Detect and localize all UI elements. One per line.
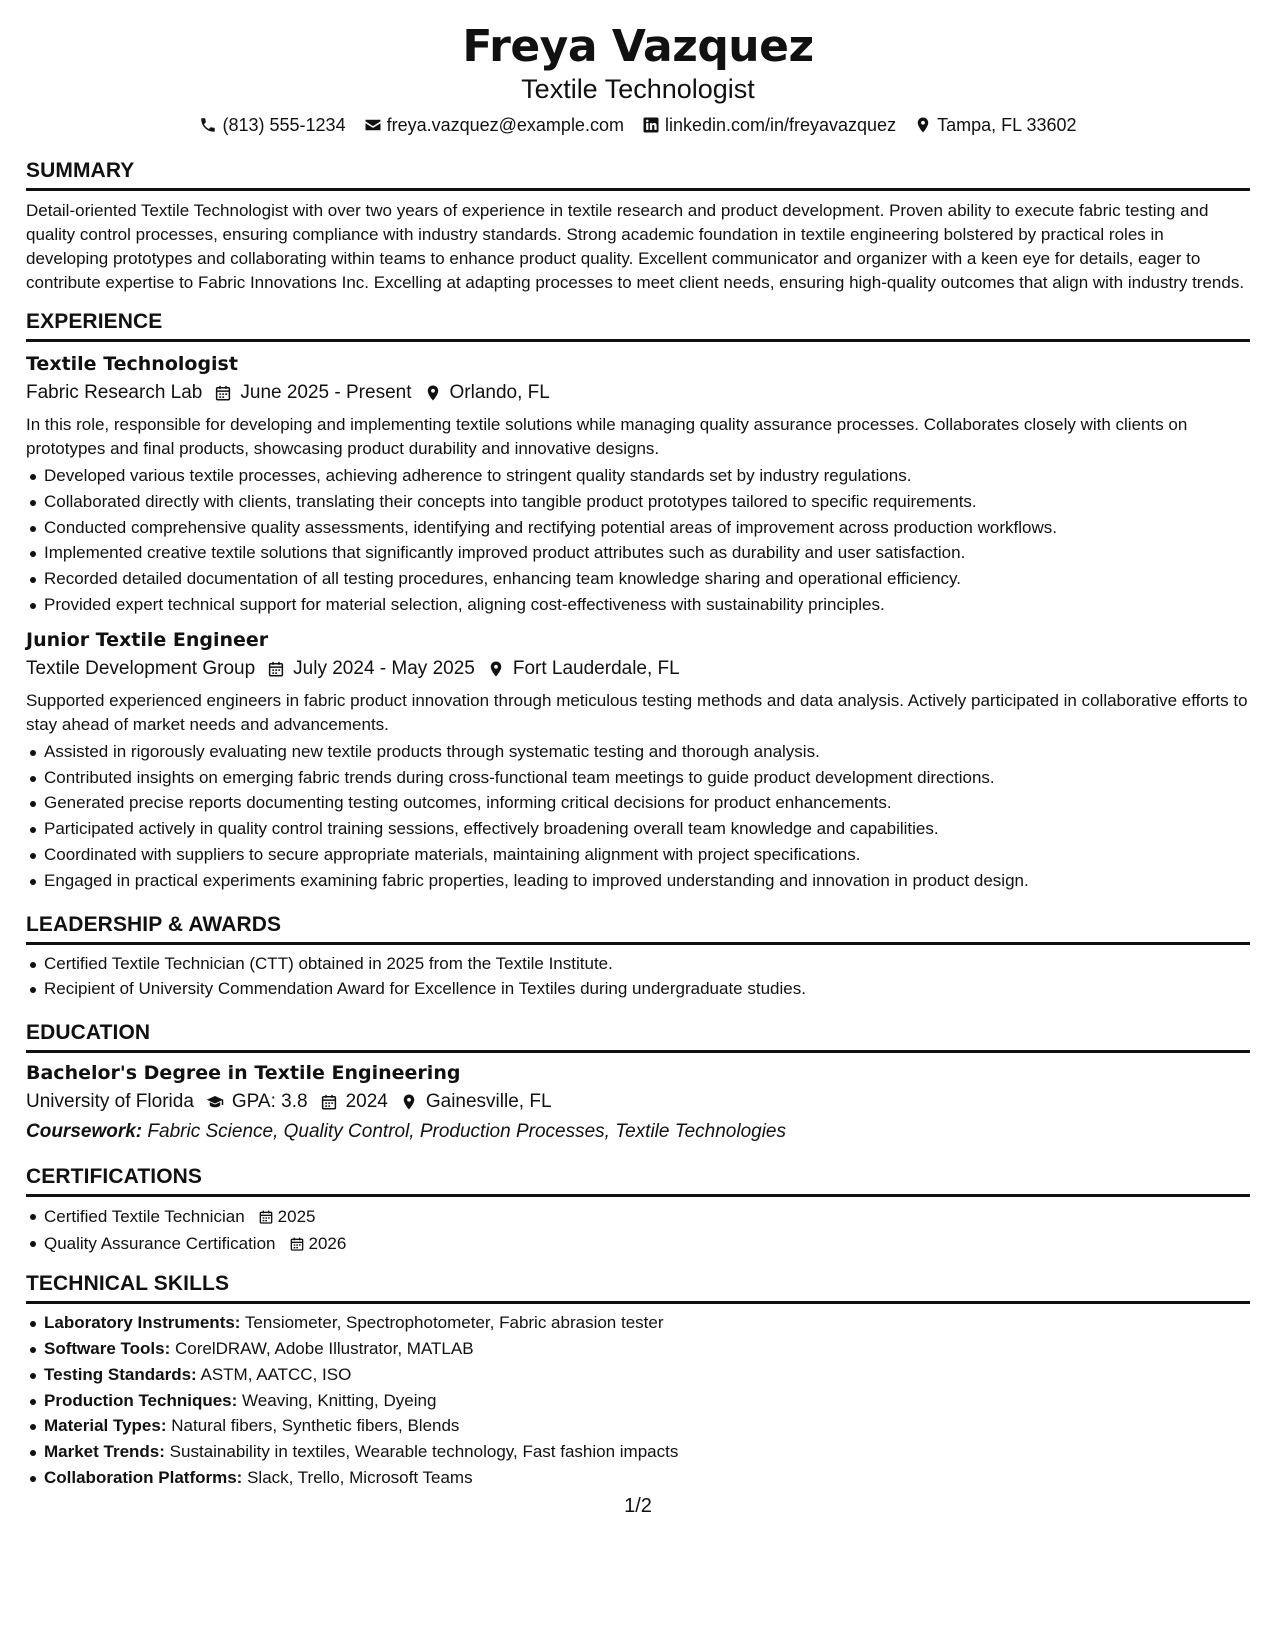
contact-location <box>914 113 1076 137</box>
resume-header <box>26 0 1250 137</box>
section-title-education: EDUCATION <box>26 1020 1250 1053</box>
list-item <box>26 1203 1250 1230</box>
skills-list <box>26 1310 1250 1491</box>
coursework-label: Coursework: <box>26 1121 143 1143</box>
calendar-icon <box>214 384 232 402</box>
skill-label: Testing Standards: <box>44 1364 197 1384</box>
contact-linkedin[interactable] <box>642 113 896 137</box>
calendar-icon <box>288 1235 306 1253</box>
certifications-section <box>26 1164 1250 1257</box>
list-item <box>26 1413 1250 1439</box>
list-item <box>26 1388 1250 1414</box>
skill-value: Weaving, Knitting, Dyeing <box>242 1390 437 1410</box>
skill-value: Sustainability in textiles, Wearable technology, Fast fashion impacts <box>169 1442 679 1462</box>
summary-text: Detail-oriented Textile Technologist with over two years of experience in textile research and product development. Proven ability to execute fabric testing and quality control processes, ensuring compliance with industry standards. Strong academic foundation in textile engineering bolstered by practical roles in developing prototypes and collaborating within teams to enhance product quality. Excellent communicator and organizer with a keen eye for details, eager to contribute expertise to Fabric Innovations Inc. Excelling at adapting processes to meet client needs, ensuring high-quality outcomes that align with industry trends. <box>26 201 1245 292</box>
envelope-icon <box>364 116 382 134</box>
contact-phone[interactable] <box>199 113 345 137</box>
section-title-summary: SUMMARY <box>26 158 1250 191</box>
resume-page <box>26 0 1250 1650</box>
school-name: University of Florida <box>26 1091 194 1113</box>
list-item: Certified Textile Technician (CTT) obtained in 2025 from the Textile Institute. <box>26 951 1250 977</box>
map-pin-icon <box>400 1093 418 1111</box>
education-meta <box>26 1088 1250 1116</box>
list-item <box>26 1336 1250 1362</box>
list-item: Recipient of University Commendation Award for Excellence in Textiles during undergraduate studies. <box>26 976 1250 1002</box>
cert-name: Certified Textile Technician <box>44 1207 245 1227</box>
section-title-leadership: LEADERSHIP & AWARDS <box>26 912 1250 945</box>
contact-email[interactable] <box>364 113 624 137</box>
job-bullets <box>26 739 1250 894</box>
job-company: Textile Development Group <box>26 657 256 679</box>
list-item: Generated precise reports documenting testing outcomes, informing critical decisions for product enhancements. <box>26 790 1250 816</box>
job-title: Junior Textile Engineer <box>26 628 269 651</box>
calendar-icon <box>320 1093 338 1111</box>
skill-value: CorelDRAW, Adobe Illustrator, MATLAB <box>174 1338 474 1358</box>
summary-section <box>26 158 1250 295</box>
list-item: Provided expert technical support for material selection, aligning cost-effectiveness with sustainability principles. <box>26 592 1250 618</box>
map-pin-icon <box>487 660 505 678</box>
gpa-text: GPA: 3.8 <box>231 1091 308 1113</box>
list-item: Collaborated directly with clients, translating their concepts into tangible product prototypes tailored to specific requirements. <box>26 489 1250 515</box>
job-entry <box>26 351 1250 618</box>
skill-value: Natural fibers, Synthetic fibers, Blends <box>171 1416 460 1436</box>
job-meta <box>26 655 1250 683</box>
list-item <box>26 1310 1250 1336</box>
skill-value: Tensiometer, Spectrophotometer, Fabric abrasion tester <box>244 1313 664 1333</box>
skill-label: Market Trends: <box>44 1442 165 1462</box>
list-item: Recorded detailed documentation of all testing procedures, enhancing team knowledge sharing and operational efficiency. <box>26 566 1250 592</box>
leadership-list <box>26 951 1250 1003</box>
skills-section <box>26 1271 1250 1491</box>
calendar-icon <box>257 1208 275 1226</box>
list-item: Conducted comprehensive quality assessments, identifying and rectifying potential areas of improvement across production workflows. <box>26 515 1250 541</box>
cert-year: 2026 <box>308 1234 347 1254</box>
graduation-cap-icon <box>206 1093 224 1111</box>
coursework <box>26 1118 1250 1146</box>
list-item <box>26 1439 1250 1465</box>
skill-label: Laboratory Instruments: <box>44 1313 241 1333</box>
degree-title: Bachelor's Degree in Textile Engineering <box>26 1062 461 1085</box>
certifications-list <box>26 1203 1250 1257</box>
job-title: Textile Technologist <box>26 353 238 375</box>
school-location: Gainesville, FL <box>425 1091 552 1113</box>
skill-value: Slack, Trello, Microsoft Teams <box>247 1467 473 1487</box>
job-dates: July 2024 - May 2025 <box>293 657 475 679</box>
calendar-icon <box>267 660 285 678</box>
section-title-certifications: CERTIFICATIONS <box>26 1164 1250 1197</box>
linkedin-text: linkedin.com/in/freyavazquez <box>664 115 897 135</box>
map-pin-icon <box>914 116 932 134</box>
job-description: In this role, responsible for developing and implementing textile solutions while managing quality assurance processes. Collaborates closely with clients on prototypes and final products, showcasing product durability and innovative designs. <box>26 415 1188 458</box>
candidate-name: Freya Vazquez <box>462 21 814 72</box>
section-title-skills: TECHNICAL SKILLS <box>26 1271 1250 1304</box>
location-text: Tampa, FL 33602 <box>937 115 1077 135</box>
phone-icon <box>199 116 217 134</box>
job-location: Orlando, FL <box>449 382 550 403</box>
job-company: Fabric Research Lab <box>26 382 203 403</box>
section-title-experience: EXPERIENCE <box>26 309 1250 342</box>
coursework-text: Fabric Science, Quality Control, Production Processes, Textile Technologies <box>147 1121 786 1143</box>
job-meta <box>26 379 1250 407</box>
linkedin-icon <box>642 116 660 134</box>
list-item: Contributed insights on emerging fabric trends during cross-functional team meetings to guide product development directions. <box>26 765 1250 791</box>
job-description: Supported experienced engineers in fabric product innovation through meticulous testing methods and data analysis. Actively participated in collaborative efforts to stay ahead of market needs and advancements. <box>26 690 1248 734</box>
job-entry <box>26 627 1250 894</box>
list-item <box>26 1362 1250 1388</box>
cert-name: Quality Assurance Certification <box>44 1234 276 1254</box>
list-item: Coordinated with suppliers to secure appropriate materials, maintaining alignment with project specifications. <box>26 842 1250 868</box>
map-pin-icon <box>424 384 442 402</box>
job-bullets <box>26 463 1250 618</box>
email-text: freya.vazquez@example.com <box>386 115 624 135</box>
skill-label: Production Techniques: <box>44 1390 238 1410</box>
skill-label: Collaboration Platforms: <box>44 1467 243 1487</box>
cert-year: 2025 <box>277 1207 316 1227</box>
skill-label: Material Types: <box>44 1416 167 1436</box>
page-number: 1/2 <box>624 1495 652 1517</box>
candidate-headline: Textile Technologist <box>521 74 755 104</box>
education-section <box>26 1020 1250 1146</box>
skill-label: Software Tools: <box>44 1338 171 1358</box>
list-item <box>26 1465 1250 1491</box>
job-location: Fort Lauderdale, FL <box>512 657 680 679</box>
list-item: Assisted in rigorously evaluating new textile products through systematic testing and thorough analysis. <box>26 739 1250 765</box>
list-item: Engaged in practical experiments examining fabric properties, leading to improved understanding and innovation in product design. <box>26 868 1250 894</box>
experience-section <box>26 309 1250 894</box>
graduation-year: 2024 <box>345 1091 388 1113</box>
contact-row <box>26 113 1250 137</box>
list-item: Participated actively in quality control training sessions, effectively broadening overall team knowledge and capabilities. <box>26 816 1250 842</box>
phone-text: (813) 555-1234 <box>222 115 346 135</box>
job-dates: June 2025 - Present <box>240 382 412 403</box>
list-item: Implemented creative textile solutions that significantly improved product attributes such as durability and user satisfaction. <box>26 540 1250 566</box>
list-item: Developed various textile processes, achieving adherence to stringent quality standards set by industry regulations. <box>26 463 1250 489</box>
list-item <box>26 1230 1250 1257</box>
skill-value: ASTM, AATCC, ISO <box>200 1364 352 1384</box>
leadership-section <box>26 912 1250 1003</box>
